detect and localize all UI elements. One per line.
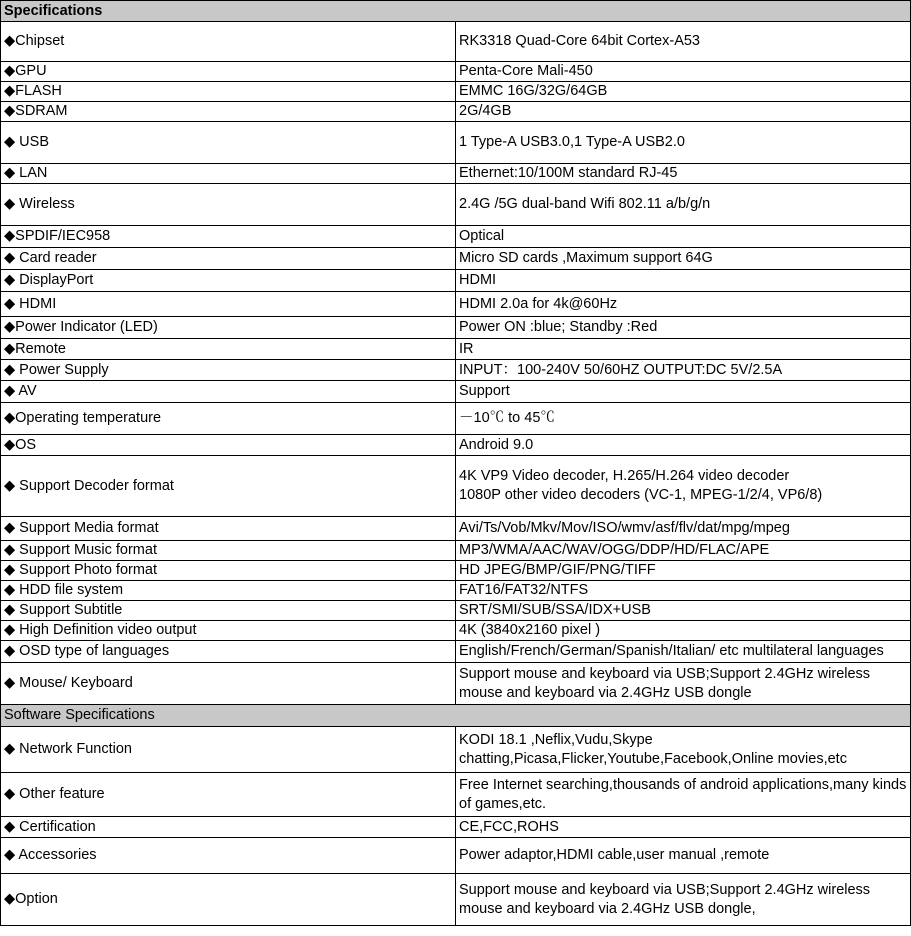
spec-label: ◆ LAN bbox=[1, 164, 456, 184]
spec-row bbox=[1, 541, 911, 561]
spec-value: 2G/4GB bbox=[456, 102, 911, 122]
spec-value: 4K VP9 Video decoder, H.265/H.264 video decoder 1080P other video decoders (VC-1, MPEG-1/2/4, VP6/8) bbox=[456, 456, 911, 517]
spec-value: MP3/WMA/AAC/WAV/OGG/DDP/HD/FLAC/APE bbox=[456, 541, 911, 561]
spec-value: Micro SD cards ,Maximum support 64G bbox=[456, 248, 911, 270]
spec-label: ◆ HDD file system bbox=[1, 581, 456, 601]
spec-label: ◆ Support Subtitle bbox=[1, 601, 456, 621]
spec-row bbox=[1, 102, 911, 122]
spec-row bbox=[1, 226, 911, 248]
spec-row bbox=[1, 561, 911, 581]
spec-label: ◆ USB bbox=[1, 122, 456, 164]
spec-row bbox=[1, 641, 911, 663]
spec-value: Free Internet searching,thousands of android applications,many kinds of games,etc. bbox=[456, 773, 911, 817]
spec-row bbox=[1, 339, 911, 360]
spec-row bbox=[1, 663, 911, 705]
spec-label: ◆ High Definition video output bbox=[1, 621, 456, 641]
spec-value: Avi/Ts/Vob/Mkv/Mov/ISO/wmv/asf/flv/dat/mpg/mpeg bbox=[456, 517, 911, 541]
spec-label: ◆ Support Photo format bbox=[1, 561, 456, 581]
spec-row bbox=[1, 62, 911, 82]
spec-value: Penta-Core Mali-450 bbox=[456, 62, 911, 82]
spec-label: ◆ Other feature bbox=[1, 773, 456, 817]
spec-label: ◆ Network Function bbox=[1, 727, 456, 773]
spec-row bbox=[1, 456, 911, 517]
spec-row bbox=[1, 517, 911, 541]
spec-row bbox=[1, 874, 911, 926]
spec-label: ◆GPU bbox=[1, 62, 456, 82]
spec-value: HD JPEG/BMP/GIF/PNG/TIFF bbox=[456, 561, 911, 581]
spec-row bbox=[1, 435, 911, 456]
spec-label: ◆OS bbox=[1, 435, 456, 456]
spec-value: KODI 18.1 ,Neflix,Vudu,Skype chatting,Picasa,Flicker,Youtube,Facebook,Online movies,etc bbox=[456, 727, 911, 773]
spec-value: SRT/SMI/SUB/SSA/IDX+USB bbox=[456, 601, 911, 621]
spec-value: Support mouse and keyboard via USB;Support 2.4GHz wireless mouse and keyboard via 2.4GHz USB dongle, bbox=[456, 874, 911, 926]
spec-label: ◆ Accessories bbox=[1, 838, 456, 874]
spec-label: ◆SPDIF/IEC958 bbox=[1, 226, 456, 248]
spec-value: EMMC 16G/32G/64GB bbox=[456, 82, 911, 102]
spec-row bbox=[1, 82, 911, 102]
spec-value: Support bbox=[456, 381, 911, 403]
spec-row bbox=[1, 403, 911, 435]
spec-row bbox=[1, 184, 911, 226]
spec-row bbox=[1, 292, 911, 317]
spec-value: 2.4G /5G dual-band Wifi 802.11 a/b/g/n bbox=[456, 184, 911, 226]
spec-row bbox=[1, 601, 911, 621]
spec-value: HDMI bbox=[456, 270, 911, 292]
spec-value: Android 9.0 bbox=[456, 435, 911, 456]
spec-value: Ethernet:10/100M standard RJ-45 bbox=[456, 164, 911, 184]
spec-value: RK3318 Quad-Core 64bit Cortex-A53 bbox=[456, 22, 911, 62]
spec-label: ◆ Support Media format bbox=[1, 517, 456, 541]
spec-value: Power ON :blue; Standby :Red bbox=[456, 317, 911, 339]
spec-label: ◆ OSD type of languages bbox=[1, 641, 456, 663]
spec-row bbox=[1, 773, 911, 817]
spec-row bbox=[1, 270, 911, 292]
spec-row bbox=[1, 621, 911, 641]
spec-value: 4K (3840x2160 pixel ) bbox=[456, 621, 911, 641]
spec-row bbox=[1, 122, 911, 164]
spec-row bbox=[1, 727, 911, 773]
spec-label: ◆ Power Supply bbox=[1, 360, 456, 381]
spec-row bbox=[1, 581, 911, 601]
spec-label: ◆ Certification bbox=[1, 817, 456, 838]
spec-value: Optical bbox=[456, 226, 911, 248]
spec-label: ◆ HDMI bbox=[1, 292, 456, 317]
spec-label: ◆FLASH bbox=[1, 82, 456, 102]
spec-value: Support mouse and keyboard via USB;Support 2.4GHz wireless mouse and keyboard via 2.4GHz USB dongle bbox=[456, 663, 911, 705]
spec-value: HDMI 2.0a for 4k@60Hz bbox=[456, 292, 911, 317]
spec-value: 1 Type-A USB3.0,1 Type-A USB2.0 bbox=[456, 122, 911, 164]
spec-row bbox=[1, 164, 911, 184]
spec-value: －10℃ to 45℃ bbox=[456, 403, 911, 435]
spec-table-body bbox=[1, 1, 911, 926]
spec-value: IR bbox=[456, 339, 911, 360]
spec-label: ◆Power Indicator (LED) bbox=[1, 317, 456, 339]
section-header bbox=[1, 705, 911, 727]
spec-label: ◆Remote bbox=[1, 339, 456, 360]
spec-row bbox=[1, 838, 911, 874]
spec-value: English/French/German/Spanish/Italian/ etc multilateral languages bbox=[456, 641, 911, 663]
spec-label: ◆ Support Music format bbox=[1, 541, 456, 561]
spec-label: ◆Chipset bbox=[1, 22, 456, 62]
spec-label: ◆ Support Decoder format bbox=[1, 456, 456, 517]
section-header bbox=[1, 1, 911, 22]
spec-row bbox=[1, 248, 911, 270]
spec-label: ◆ DisplayPort bbox=[1, 270, 456, 292]
spec-label: ◆Operating temperature bbox=[1, 403, 456, 435]
spec-label: ◆Option bbox=[1, 874, 456, 926]
spec-row bbox=[1, 317, 911, 339]
spec-row bbox=[1, 817, 911, 838]
spec-label: ◆ Mouse/ Keyboard bbox=[1, 663, 456, 705]
spec-row bbox=[1, 22, 911, 62]
spec-row bbox=[1, 381, 911, 403]
section-title: Specifications bbox=[1, 1, 911, 22]
spec-label: ◆SDRAM bbox=[1, 102, 456, 122]
spec-value: Power adaptor,HDMI cable,user manual ,remote bbox=[456, 838, 911, 874]
spec-value: INPUT：100-240V 50/60HZ OUTPUT:DC 5V/2.5A bbox=[456, 360, 911, 381]
spec-row bbox=[1, 360, 911, 381]
spec-label: ◆ Wireless bbox=[1, 184, 456, 226]
spec-value: CE,FCC,ROHS bbox=[456, 817, 911, 838]
section-title: Software Specifications bbox=[1, 705, 911, 727]
spec-value: FAT16/FAT32/NTFS bbox=[456, 581, 911, 601]
spec-label: ◆ AV bbox=[1, 381, 456, 403]
spec-label: ◆ Card reader bbox=[1, 248, 456, 270]
